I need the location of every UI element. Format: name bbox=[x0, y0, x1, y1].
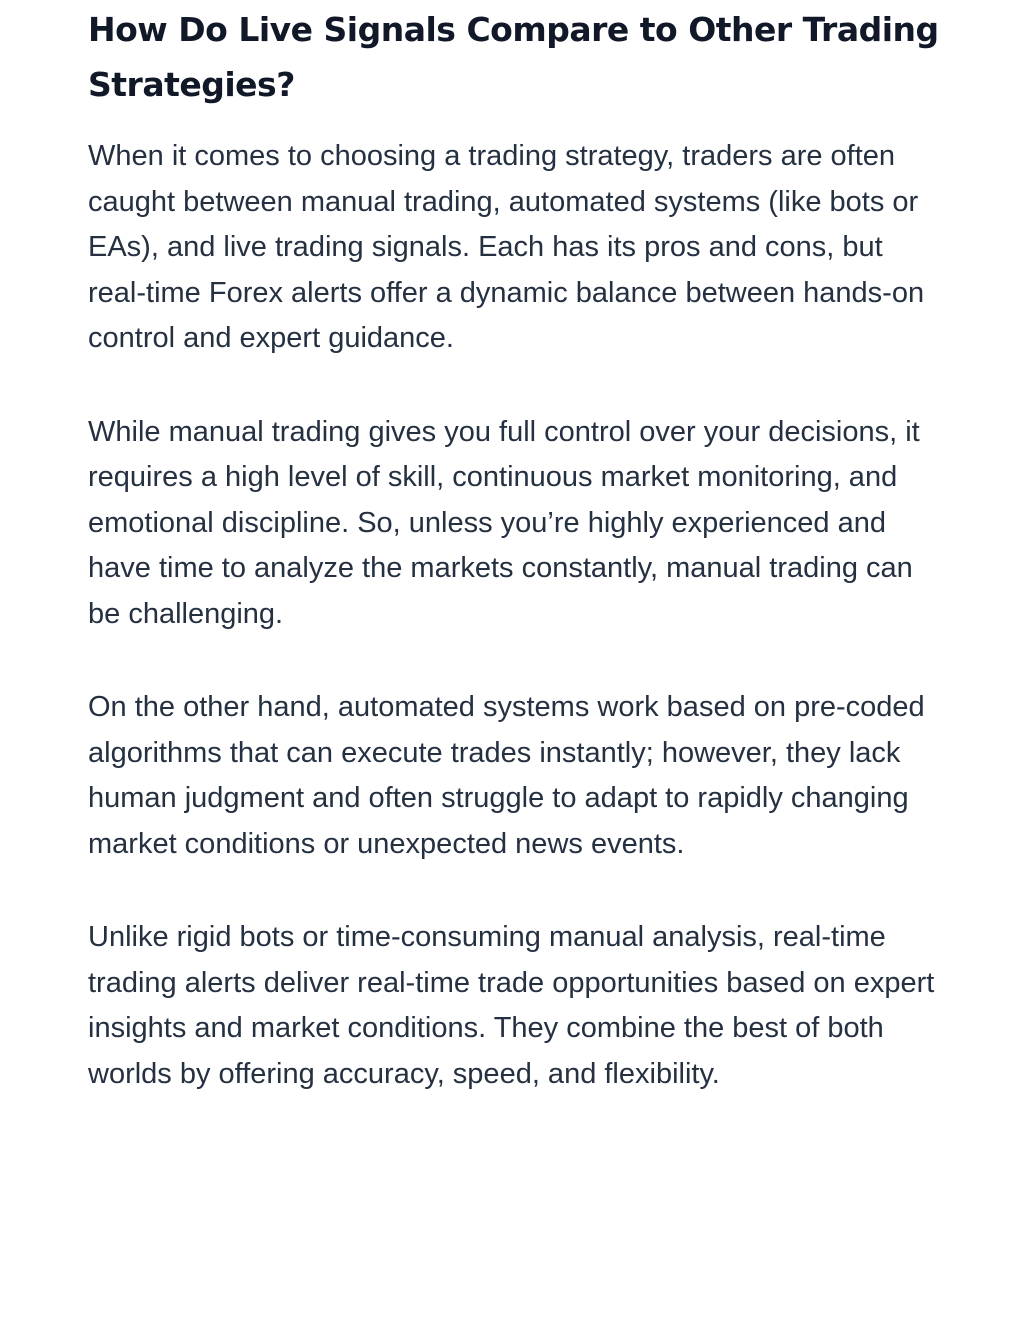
section-heading: How Do Live Signals Compare to Other Trading Strategies? bbox=[88, 10, 939, 104]
paragraph-trading-alerts: Unlike rigid bots or time-consuming manual analysis, real-time trading alerts deliver real-time trade opportunities based on expert insights and market conditions. They combine the best of both worlds by offering accuracy, speed, and flexibility. bbox=[88, 921, 935, 1090]
paragraph-automated-systems: On the other hand, automated systems work based on pre-coded algorithms that can execute trades instantly; however, they lack human judgment and often struggle to adapt to rapidly changing market conditions or unexpected news events. bbox=[88, 691, 925, 860]
paragraph-intro: When it comes to choosing a trading strategy, traders are often caught between manual trading, automated systems (like bots or EAs), and live trading signals. Each has its pros and cons, but real-time Forex alerts offer a dynamic balance between hands-on control and expert guidance. bbox=[88, 140, 925, 354]
article-section bbox=[88, 2, 948, 1145]
paragraph-manual-trading: While manual trading gives you full control over your decisions, it requires a high level of skill, continuous market monitoring, and emotional discipline. So, unless you’re highly experienced and have time to analyze the markets constantly, manual trading can be challenging. bbox=[88, 415, 920, 630]
